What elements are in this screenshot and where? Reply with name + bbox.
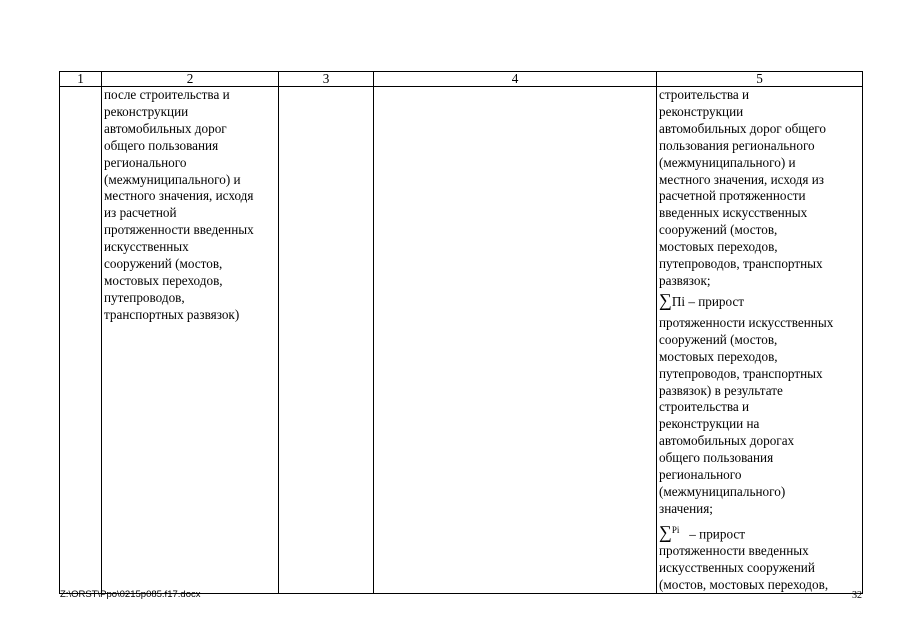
col5-text-b: протяженности искусственных сооружений (мостов, мостовых переходов, путепроводов, транспортных развязок) в результате строительства и реконструкции на автомобильных дорогах общего пользования регионального (межмуниципального) значения;: [659, 314, 834, 516]
formula-description: – прирост: [679, 526, 745, 542]
col5-text-c: протяженности введенных искусственных сооружений (мостов, мостовых переходов,: [659, 542, 829, 592]
col5-text-a: строительства и реконструкции автомобильных дорог общего пользования регионального (межмуниципального) и местного значения, исходя из расчетной протяженности введенных искусственных сооружений (мостов, мостовых переходов, путепроводов, транспортных развязок;: [659, 87, 826, 288]
sum-symbol-icon: ∑: [659, 289, 672, 310]
formula-description: – прирост: [685, 293, 745, 309]
col2-text: после строительства и реконструкции автомобильных дорог общего пользования регионального (межмуниципального) и местного значения, исходя из расчетной протяженности введенных искусственных сооружений (мостов, мостовых переходов, путепроводов, транспортных развязок): [104, 87, 254, 322]
header-cell-3: 3: [279, 72, 374, 87]
cell-col5: [657, 87, 863, 594]
header-cell-5: 5: [657, 72, 863, 87]
cell-col4: [374, 87, 657, 594]
footer-file-path: Z:\ORST\Ppo\0215p085.f17.docx: [60, 589, 201, 600]
header-cell-2: 2: [102, 72, 279, 87]
document-table: [59, 71, 863, 594]
header-cell-1: 1: [60, 72, 102, 87]
cell-col3: [279, 87, 374, 594]
table-row: [60, 87, 863, 594]
formula-sum-pi: [659, 291, 860, 315]
formula-sum-pi-2: [659, 519, 860, 543]
page-number: 32: [852, 590, 862, 601]
cell-col1: [60, 87, 102, 594]
table-header-row: [60, 72, 863, 87]
sum-symbol-icon: ∑: [659, 522, 672, 543]
formula-variable: Пi: [671, 293, 686, 309]
formula-variable: Pi: [671, 524, 680, 535]
header-cell-4: 4: [374, 72, 657, 87]
cell-col2: [102, 87, 279, 594]
